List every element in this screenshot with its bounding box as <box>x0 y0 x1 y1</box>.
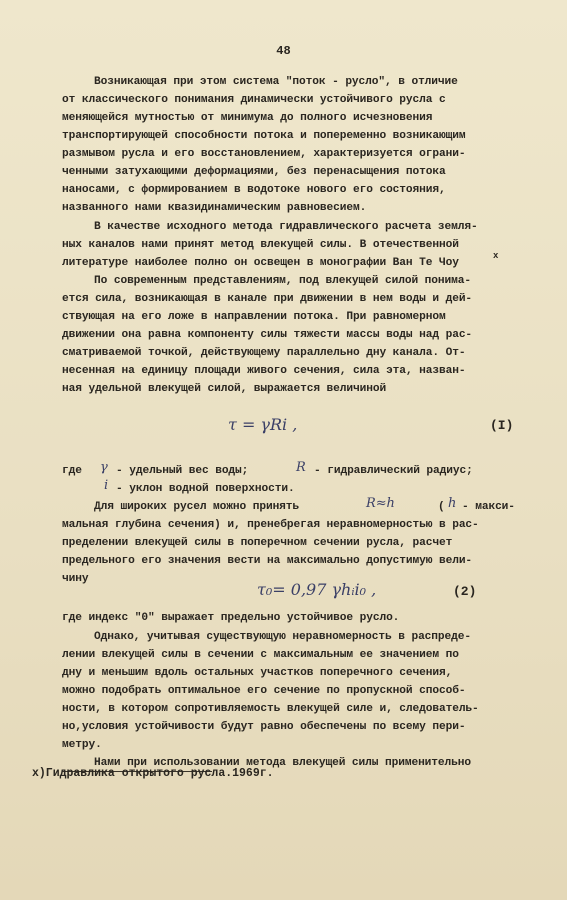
text-line: сматриваемой точкой, действующему параллельно дну канала. От- <box>62 347 466 359</box>
text-line: предельного его значения вести на максимально допустимую вели- <box>62 555 473 567</box>
text-line: лении влекущей силы в сечении с максимальным ее значением по <box>62 649 459 661</box>
text-line: ная удельной влекущей силой, выражается величиной <box>62 383 387 395</box>
equation-number-1: (I) <box>490 418 514 433</box>
text-line: движении она равна компоненту силы тяжести массы воды над рас- <box>62 329 473 341</box>
text-line: метру. <box>62 739 102 751</box>
text-line: Нами при использовании метода влекущей силы применительно <box>94 757 471 769</box>
text-line: несенная на единицу площади живого сечения, сила эта, назван- <box>62 365 466 377</box>
text-line: Для широких русел можно принять <box>94 501 300 513</box>
text-line: можно подобрать оптимальное его сечение по пропускной способ- <box>62 685 466 697</box>
text-line: где индекс "0" выражает предельно устойчивое русло. <box>62 612 400 624</box>
symbol-h: h <box>448 496 457 511</box>
text-line: ченными затухающими деформациями, без перенасыщения потока <box>62 166 446 178</box>
text-line: пределении влекущей силы в поперечном сечении русла, расчет <box>62 537 453 549</box>
text-line: транспортирующей способности потока и попеременно возникающим <box>62 130 466 142</box>
text-line: наносами, с формированием в водотоке нового его состояния, <box>62 184 446 196</box>
text-line: Возникающая при этом система "поток - русло", в отличие <box>94 76 458 88</box>
footnote-marker: x <box>493 251 499 261</box>
symbol-i: i <box>104 478 109 493</box>
text-line: ется сила, возникающая в канале при движении в нем воды и дей- <box>62 293 473 305</box>
approximation-R-h: R≈h <box>366 496 395 511</box>
text-line: но,условия устойчивости будут равно обеспечены по всему пери- <box>62 721 466 733</box>
text-line: чину <box>62 573 89 585</box>
definition-gamma: - удельный вес воды; <box>116 465 249 477</box>
text-line: размывом русла и его восстановлением, характеризуется ограни- <box>62 148 466 160</box>
page-number: 48 <box>276 44 291 58</box>
equation-number-2: (2) <box>453 584 477 599</box>
h-note: - макси- <box>462 501 515 513</box>
footnote: х)Гидравлика открытого русла.1969г. <box>32 767 274 780</box>
text-line: По современным представлениям, под влекущей силой понима- <box>94 275 471 287</box>
text-line: меняющейся мутностью от минимума до полного исчезновения <box>62 112 433 124</box>
h-note-open: ( <box>438 501 445 513</box>
text-line: ствующая на его ложе в направлении потока. При равномерном <box>62 311 446 323</box>
definition-R: - гидравлический радиус; <box>314 465 473 477</box>
text-line: дну и меньшим вдоль остальных участков поперечного сечения, <box>62 667 453 679</box>
symbol-gamma: γ <box>100 460 108 475</box>
text-line: ности, в котором сопротивляемость влекущей силе и, следователь- <box>62 703 479 715</box>
text-line: Однако, учитывая существующую неравномерность в распреде- <box>94 631 471 643</box>
text-line: названного нами квазидинамическим равновесием. <box>62 202 367 214</box>
text-line: где <box>62 465 82 477</box>
text-line: от классического понимания динамически устойчивого русла с <box>62 94 446 106</box>
symbol-R: R <box>296 460 306 475</box>
text-line: ных каналов нами принят метод влекущей силы. В отечественной <box>62 239 459 251</box>
formula-1: τ = γRi , <box>228 415 298 434</box>
text-line: мальная глубина сечения) и, пренебрегая неравномерностью в рас- <box>62 519 479 531</box>
formula-2: τ₀= 0,97 γhᵢi₀ , <box>257 580 377 599</box>
text-line: литературе наиболее полно он освещен в монографии Ван Те Чоу <box>62 257 459 269</box>
text-line: В качестве исходного метода гидравлического расчета земля- <box>94 221 478 233</box>
definition-i: - уклон водной поверхности. <box>116 483 295 495</box>
